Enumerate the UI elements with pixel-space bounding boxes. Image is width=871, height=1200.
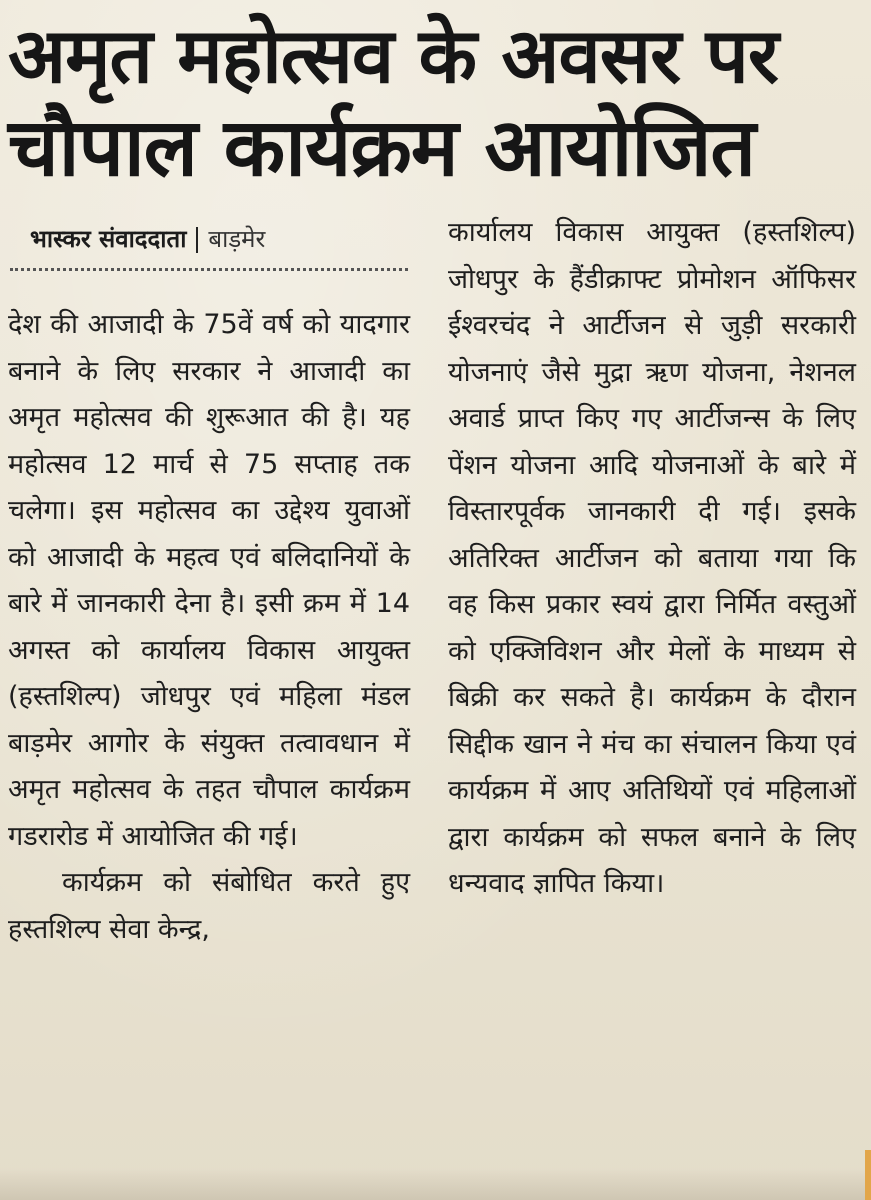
article-column-left: [8, 302, 410, 953]
byline-author: भास्कर संवाददाता: [30, 225, 187, 253]
byline-separator: [196, 227, 198, 253]
byline: [30, 222, 420, 255]
bottom-scan-shadow: [0, 1168, 871, 1200]
byline-divider: [10, 268, 408, 271]
headline-line-1: अमृत महोत्सव के अवसर पर: [8, 11, 778, 100]
article-column-right: [448, 210, 856, 908]
article-paragraph-2: कार्यक्रम को संबोधित करते हुए हस्तशिल्प सेवा केन्द्र,: [8, 867, 410, 945]
article-paragraph-3: कार्यालय विकास आयुक्त (हस्तशिल्प) जोधपुर के हैंडीक्राफ्ट प्रोमोशन ऑफिसर ईश्वरचंद ने आर्टीजन से जुड़ी सरकारी योजनाएं जैसे मुद्रा ऋण योजना, नेशनल अवार्ड प्राप्त किए गए आर्टीजन्स के लिए पेंशन योजना आदि योजनाओं के बारे में विस्तारपूर्वक जानकारी दी गई। इसके अतिरिक्त आर्टीजन को बताया गया कि वह किस प्रकार स्वयं द्वारा निर्मित वस्तुओं को एक्जिविशन और मेलों के माध्यम से बिक्री कर सकते है। कार्यक्रम के दौरान सिद्दीक खान ने मंच का संचालन किया एवं कार्यक्रम में आए अतिथियों एवं महिलाओं द्वारा कार्यक्रम को सफल बनाने के लिए धन्यवाद ज्ञापित किया।: [448, 217, 856, 899]
byline-place: बाड़मेर: [208, 225, 266, 253]
headline-line-2: चौपाल कार्यक्रम आयोजित: [8, 101, 756, 194]
edge-color-mark: [865, 1150, 871, 1200]
article-paragraph-1: देश की आजादी के 75वें वर्ष को यादगार बनाने के लिए सरकार ने आजादी का अमृत महोत्सव की शुरूआत की है। यह महोत्सव 12 मार्च से 75 सप्ताह तक चलेगा। इस महोत्सव का उद्देश्य युवाओं को आजादी के महत्व एवं बलिदानियों के बारे में जानकारी देना है। इसी क्रम में 14 अगस्त को कार्यालय विकास आयुक्त (हस्तशिल्प) जोधपुर एवं महिला मंडल बाड़मेर आगोर के संयुक्त तत्वावधान में अमृत महोत्सव के तहत चौपाल कार्यक्रम गडरारोड में आयोजित की गई।: [8, 309, 410, 852]
